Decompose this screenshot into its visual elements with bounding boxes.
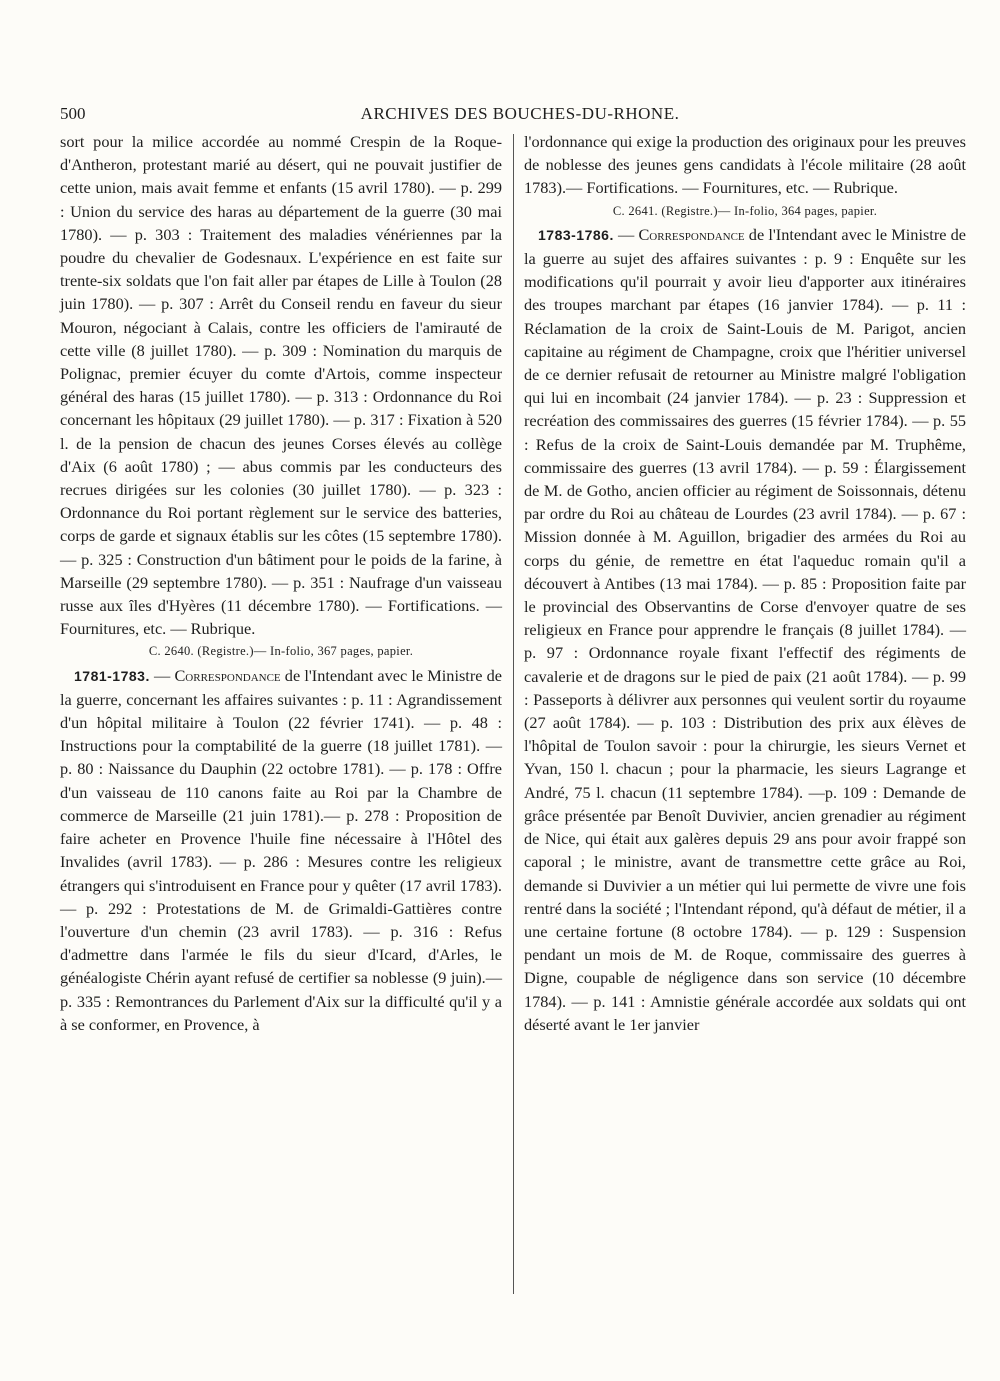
left-entry-text: de l'Intendant avec le Ministre de la guerre, concernant les affaires suivantes : p. 11 : Agrandissement d'un hôpital militaire à Toulon (22 février 1741). — p. 48 : Instructions pour la comptabilité de la guerre (18 juillet 1781). — p. 80 : Naissance du Dauphin (22 octobre 1781). — p. 178 : Offre d'un vaisseau de 110 canons faite au Roi par la Chambre de commerce de Marseille (21 juin 1781).— p. 278 : Proposition de faire acheter en Provence l'huile fine nécessaire à l'Hôtel des Invalides (avril 1783). — p. 286 : Mesures contre les religieux étrangers qui s'introduisent en France pour y quêter (17 avril 1783). — p. 292 : Protestations de M. de Grimaldi-Gattières contre l'ouverture d'un chemin (23 avril 1783). — p. 316 : Refus d'admettre dans l'armée le fils du sieur d'Icard, d'Arles, le généalogiste Chérin ayant refusé de certifier sa noblesse (9 juin).— p. 335 : Remontrances du Parlement d'Aix sur la difficulté qu'il y a à se conformer, en Provence, à — [60, 665, 502, 1034]
left-entry: 1781-1783. — Correspondance de l'Intendant avec le Ministre de la guerre, concernant les affaires suivantes : p. 11 : Agrandissement d'un hôpital militaire à Toulon (22 février 1741). — p. 48 : Instructions pour la comptabilité de la guerre (18 juillet 1781). — p. 80 : Naissance du Dauphin (22 octobre 1781). — p. 178 : Offre d'un vaisseau de 110 canons faite au Roi par la Chambre de commerce de Marseille (21 juin 1781).— p. 278 : Proposition de faire acheter en Provence l'huile fine nécessaire à l'Hôtel des Invalides (avril 1783). — p. 286 : Mesures contre les religieux étrangers qui s'introduisent en France pour y quêter (17 avril 1783). — p. 292 : Protestations de M. de Grimaldi-Gattières contre l'ouverture d'un chemin (23 avril 1783). — p. 316 : Refus d'admettre dans l'armée le fils du sieur d'Icard, d'Arles, le généalogiste Chérin ayant refusé de certifier sa noblesse (9 juin).— p. 335 : Remontrances du Parlement d'Aix sur la difficulté qu'il y a à se conformer, en Provence, à — [60, 665, 502, 1034]
page-number: 500 — [60, 104, 86, 123]
right-entry: 1783-1786. — Correspondance de l'Intendant avec le Ministre de la guerre au sujet des affaires suivantes : p. 9 : Enquête sur les modifications qu'il pourrait y avoir lieu d'apporter aux itinéraires des troupes marchant par étapes (16 janvier 1784). — p. 11 : Réclamation de la croix de Saint-Louis de M. Parigot, ancien capitaine au régiment de Champagne, croix que l'héritier universel de ce dernier refusait de retourner au Ministre malgré l'obligation qui lui en incombait (24 janvier 1784). — p. 23 : Suppression et recréation des commissaires des guerres (15 février 1784). — p. 55 : Refus de la croix de Saint-Louis demandée par M. Truphême, commissaire des guerres (13 avril 1784). — p. 59 : Élargissement de M. de Gotho, ancien officier au régiment de Soissonnais, détenu par ordre du Roi au château de Lourdes (23 avril 1784). — p. 67 : Mission donnée à M. Aguillon, brigadier des armées du Roi au corps du génie, de remettre en état l'aqueduc romain qu'il a découvert à Antibes (13 mai 1784). — p. 85 : Proposition faite par le provincial des Observantins de Corse d'envoyer quatre de ses religieux en France pour apprendre le français (8 juillet 1784). — p. 97 : Ordonnance royale fixant l'effectif des régiments de cavalerie et de dragons sur le pied de paix (21 août 1784). — p. 99 : Passeports à délivrer aux personnes qui veulent sortir du royaume (27 août 1784). — p. 103 : Distribution des prix aux élèves de l'hôpital de Toulon savoir : pour la chirurgie, les sieurs Vernet et Yvan, 150 l. chacun ; pour la pharmacie, les sieurs Lagrange et André, 75 l. chacun (11 septembre 1784). —p. 109 : Demande de grâce présentée par Benoît Duvivier, ancien grenadier au régiment de Nice, qui était aux galères depuis 29 ans pour avoir frappé son caporal ; le ministre, avant de transmettre cette grâce au Roi, demande si Duvivier a un métier qui lui permette de vivre une fois rentré dans la société ; l'Intendant répond, qu'à défaut de métier, il a une certaine fortune (8 octobre 1784). — p. 129 : Suspension pendant un mois de M. de Roque, commissaire des guerres à Digne, coupable de négligence dans son service (10 décembre 1784). — p. 141 : Amnistie générale accordée aux soldats qui ont déserté avant le 1er janvier — [524, 224, 966, 1034]
running-title: ARCHIVES DES BOUCHES-DU-RHONE. — [360, 104, 680, 123]
left-entry-heading: Correspondance — [174, 665, 281, 685]
left-archive-reference: C. 2640. (Registre.)— In-folio, 367 pages, papier. — [148, 644, 414, 659]
right-entry-heading: Correspondance — [638, 224, 745, 244]
right-column — [524, 130, 966, 1036]
column-divider — [513, 134, 514, 1294]
left-entry-dates: 1781-1783. — [74, 667, 150, 684]
right-archive-reference: C. 2641. (Registre.)— In-folio, 364 pages, papier. — [612, 203, 878, 218]
page-header — [60, 104, 980, 128]
left-continuation-text: sort pour la milice accordée au nommé Crespin de la Roque-d'Antheron, protestant marié au désert, qui ne pouvait justifier de cette union, mais avait femme et enfants (15 avril 1780). — p. 299 : Union du service des haras au département de la guerre (30 mai 1780). — p. 303 : Traitement des maladies vénériennes par la poudre du chevalier de Godesnaux. L'expérience en est faite sur trente-six soldats que l'on fait aller par étapes de Lille à Toulon (28 juin 1780). — p. 307 : Arrêt du Conseil rendu en faveur du sieur Mouron, négociant à Calais, contre les officiers de l'amirauté de cette ville (8 juillet 1780). — p. 309 : Nomination du marquis de Polignac, premier écuyer du comte d'Artois, comme inspecteur général des haras (15 juillet 1780). — p. 313 : Ordonnance du Roi concernant les hôpitaux (29 juillet 1780). — p. 317 : Fixation à 520 l. de la pension de chacun des jeunes Corses élevés au collège d'Aix (6 août 1780) ; — abus commis par les conducteurs des recrues dirigées sur les colonies (30 juillet 1780). — p. 323 : Ordonnance du Roi portant règlement sur le service des batteries, corps de garde et signaux établis sur les côtes (15 septembre 1780). — p. 325 : Construction d'un bâtiment pour le poids de la farine, à Marseille (29 septembre 1780). — p. 351 : Naufrage d'un vaisseau russe aux îles d'Hyères (11 décembre 1780). — Fortifications. — Fournitures, etc. — Rubrique. — [60, 132, 502, 639]
right-entry-dates: 1783-1786. — [538, 226, 614, 243]
right-entry-text: de l'Intendant avec le Ministre de la guerre au sujet des affaires suivantes : p. 9 : Enquête sur les modifications qu'il pourrait y avoir lieu d'apporter aux itinéraires des troupes marchant par étapes (16 janvier 1784). — p. 11 : Réclamation de la croix de Saint-Louis de M. Parigot, ancien capitaine au régiment de Champagne, croix que l'héritier universel de ce dernier refusait de retourner au Ministre malgré l'obligation qui lui en incombait (24 janvier 1784). — p. 23 : Suppression et recréation des commissaires des guerres (15 février 1784). — p. 55 : Refus de la croix de Saint-Louis demandée par M. Truphême, commissaire des guerres (13 avril 1784). — p. 59 : Élargissement de M. de Gotho, ancien officier au régiment de Soissonnais, détenu par ordre du Roi au château de Lourdes (23 avril 1784). — p. 67 : Mission donnée à M. Aguillon, brigadier des armées du Roi au corps du génie, de remettre en état l'aqueduc romain qu'il a découvert à Antibes (13 mai 1784). — p. 85 : Proposition faite par le provincial des Observantins de Corse d'envoyer quatre de ses religieux en France pour apprendre le français (8 juillet 1784). — p. 97 : Ordonnance royale fixant l'effectif des régiments de cavalerie et de dragons sur le pied de paix (21 août 1784). — p. 99 : Passeports à délivrer aux personnes qui veulent sortir du royaume (27 août 1784). — p. 103 : Distribution des prix aux élèves de l'hôpital de Toulon savoir : pour la chirurgie, les sieurs Vernet et Yvan, 150 l. chacun ; pour la pharmacie, les sieurs Lagrange et André, 75 l. chacun (11 septembre 1784). —p. 109 : Demande de grâce présentée par Benoît Duvivier, ancien grenadier au régiment de Nice, qui était aux galères depuis 29 ans pour avoir frappé son caporal ; le ministre, avant de transmettre cette grâce au Roi, demande si Duvivier a un métier qui lui permette de vivre une fois rentré dans la société ; l'Intendant répond, qu'à défaut de métier, il a une certaine fortune (8 octobre 1784). — p. 129 : Suspension pendant un mois de M. de Roque, commissaire des guerres à Digne, coupable de négligence dans son service (10 décembre 1784). — p. 141 : Amnistie générale accordée aux soldats qui ont déserté avant le 1er janvier — [524, 224, 966, 1034]
left-column — [60, 130, 502, 1036]
right-continuation-text: l'ordonnance qui exige la production des originaux pour les preuves de noblesse des jeunes gens candidats à l'école militaire (28 août 1783).— Fortifications. — Fournitures, etc. — Rubrique. — [524, 132, 966, 198]
